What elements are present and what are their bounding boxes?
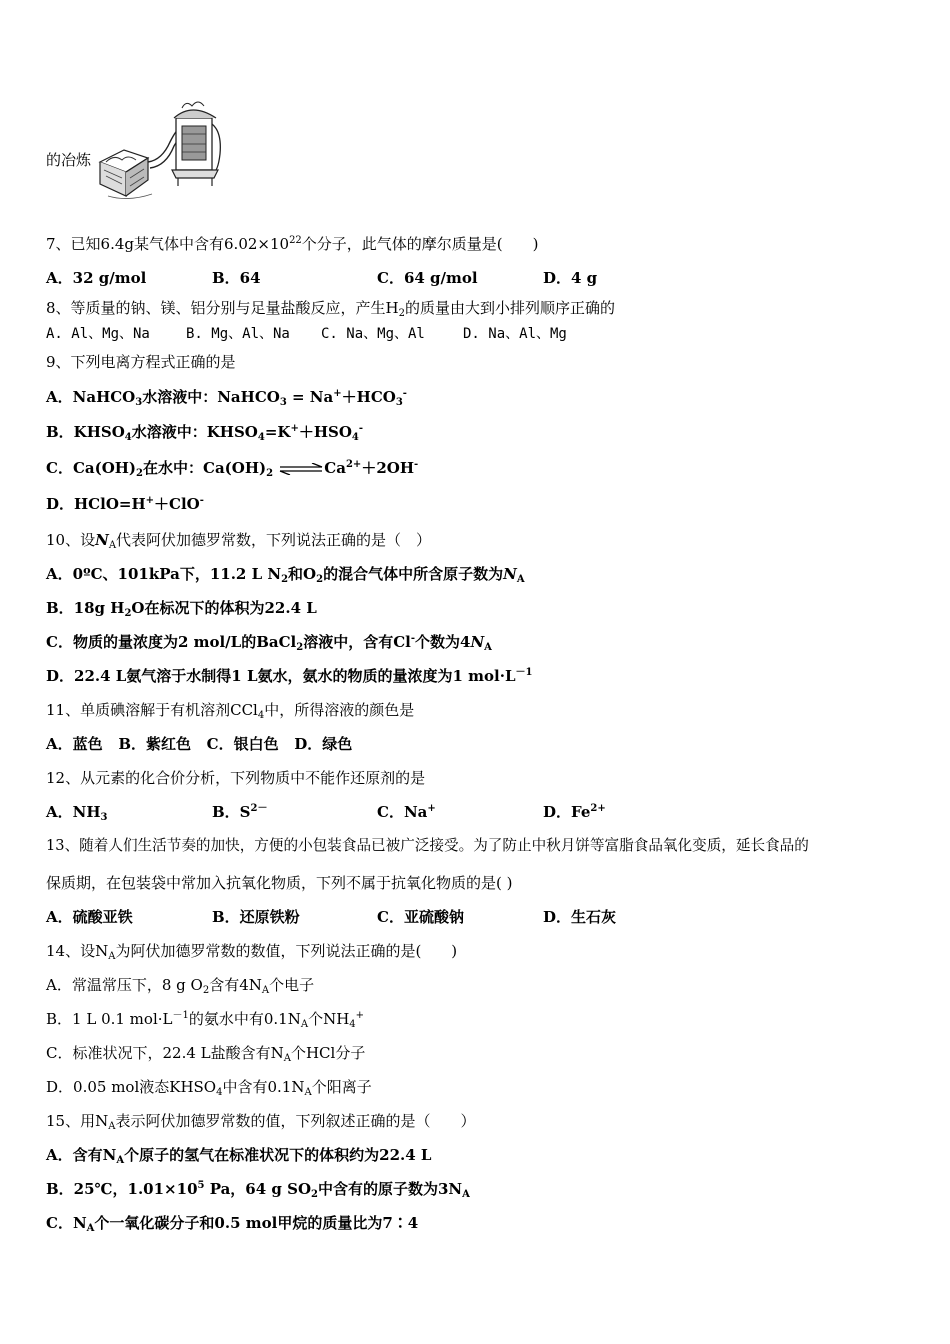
- text-fragment: A: [116, 1155, 125, 1166]
- text-fragment: +: [290, 423, 299, 434]
- text-fragment: D．Fe: [543, 803, 591, 821]
- q8-option-b: B. Mg、Al、Na: [186, 326, 290, 342]
- question-10-stem: [46, 530, 431, 550]
- text-fragment: A．含有N: [46, 1146, 117, 1164]
- question-15-stem: [46, 1111, 475, 1131]
- text-fragment: C．N: [46, 1214, 87, 1232]
- question-7-stem: [46, 234, 539, 254]
- text-fragment: Ca: [324, 459, 346, 477]
- text-fragment: 个阳离子: [311, 1078, 372, 1096]
- text-fragment: 4: [349, 1019, 356, 1030]
- text-fragment: 2: [266, 468, 274, 479]
- q14-option-c: [46, 1043, 365, 1063]
- text-fragment: 4: [257, 432, 265, 443]
- text-fragment: = Na: [286, 388, 334, 406]
- text-fragment: -: [402, 388, 407, 399]
- text-fragment: 2+: [345, 459, 362, 470]
- text-fragment: －1: [172, 1010, 189, 1021]
- text-fragment: A: [304, 1087, 312, 1098]
- text-fragment: 7、已知6.4g某气体中含有6.02×10: [46, 235, 290, 253]
- text-fragment: 3: [395, 397, 403, 408]
- text-fragment: ＋HCO: [341, 388, 396, 406]
- text-fragment: 个电子: [269, 976, 315, 994]
- text-fragment: 12、从元素的化合价分析，下列物质中不能作还原剂的是: [46, 769, 426, 787]
- q8-option-a: A. Al、Mg、Na: [46, 326, 150, 342]
- text-fragment: A: [86, 1223, 95, 1234]
- q11-option-a: A．蓝色: [46, 735, 103, 753]
- text-fragment: 2－: [250, 803, 268, 814]
- question-11-options: [46, 734, 352, 754]
- text-fragment: -: [410, 633, 415, 644]
- text-fragment: A．0ºC、101kPa下，11.2 L N: [46, 565, 282, 583]
- text-fragment: 2: [398, 308, 406, 319]
- text-fragment: 3: [279, 397, 287, 408]
- text-fragment: 个原子的氢气在标准状况下的体积约为22.4 L: [124, 1146, 432, 1164]
- text-fragment: B．KHSO: [46, 423, 125, 441]
- text-fragment: 2: [311, 1189, 318, 1200]
- q11-option-d: D．绿色: [294, 735, 353, 753]
- text-fragment: A: [108, 540, 117, 551]
- text-fragment: A．NH: [46, 803, 101, 821]
- text-fragment: B．25℃，1.01×10: [46, 1180, 198, 1198]
- q13-option-d: D．生石灰: [543, 908, 617, 926]
- text-fragment: 2+: [590, 803, 606, 814]
- text-fragment: 2: [316, 574, 324, 585]
- text-fragment: A: [108, 1121, 116, 1132]
- q7-option-d: D．4 g: [543, 269, 598, 287]
- text-fragment: +: [333, 388, 342, 399]
- q15-option-a: [46, 1145, 431, 1165]
- q10-option-b: [46, 598, 317, 618]
- q9-option-a: [46, 387, 407, 407]
- smelting-apparatus-illustration: [96, 100, 226, 202]
- text-fragment: 15、用N: [46, 1112, 109, 1130]
- q7-option-b: B．64: [212, 269, 261, 287]
- q9-option-d: [46, 494, 204, 514]
- question-11-stem: [46, 700, 414, 720]
- text-fragment: -: [199, 495, 204, 506]
- q12-option-d: [543, 802, 606, 822]
- text-fragment: 代表阿伏加德罗常数，下列说法正确的是（ ）: [116, 531, 432, 549]
- text-fragment: D．22.4 L氨气溶于水制得1 L氨水，氨水的物质的量浓度为1 mol·L: [46, 667, 516, 685]
- text-fragment: 22: [289, 235, 302, 246]
- text-fragment: O在标况下的体积为22.4 L: [131, 599, 317, 617]
- text-fragment: B．S: [212, 803, 251, 821]
- q10-option-a: [46, 564, 525, 584]
- q13-option-c: C．亚硫酸钠: [377, 908, 464, 926]
- q14-option-d: [46, 1077, 372, 1097]
- q8-option-d: D. Na、Al、Mg: [463, 326, 567, 342]
- text-fragment: A: [516, 574, 525, 585]
- text-fragment: 11、单质碘溶解于有机溶剂CCl: [46, 701, 258, 719]
- q12-option-b: [212, 802, 267, 822]
- text-fragment: +: [427, 803, 436, 814]
- text-fragment: 个一氧化碳分子和0.5 mol甲烷的质量比为7∶4: [94, 1214, 419, 1232]
- text-fragment: N: [95, 531, 109, 549]
- text-fragment: A: [484, 642, 492, 653]
- text-fragment: 水溶液中：NaHCO: [142, 388, 280, 406]
- text-fragment: 保质期，在包装袋中常加入抗氧化物质，下列不属于抗氧化物质的是( ): [46, 874, 513, 892]
- q12-option-a: [46, 802, 108, 822]
- text-fragment: C．标准状况下，22.4 L盐酸含有N: [46, 1044, 284, 1062]
- text-fragment: 为阿伏加德罗常数的数值，下列说法正确的是( ): [115, 942, 458, 960]
- q7-option-c: C．64 g/mol: [377, 269, 478, 287]
- q9-option-b: [46, 422, 363, 442]
- text-fragment: 的氨水中有0.1N: [188, 1010, 301, 1028]
- text-fragment: 和O: [288, 565, 317, 583]
- text-fragment: A: [462, 1189, 470, 1200]
- text-fragment: A: [108, 951, 116, 962]
- text-fragment: -: [358, 423, 364, 434]
- q13-option-b: B．还原铁粉: [212, 908, 300, 926]
- text-fragment: 9、下列电离方程式正确的是: [46, 353, 236, 371]
- text-fragment: 4: [257, 710, 265, 721]
- text-fragment: D．0.05 mol液态KHSO: [46, 1078, 217, 1096]
- text-fragment: 个数为4: [415, 633, 471, 651]
- text-fragment: C．Ca(OH): [46, 459, 137, 477]
- text-fragment: 在水中：Ca(OH): [143, 459, 267, 477]
- text-fragment: 的质量由大到小排列顺序正确的: [405, 299, 616, 317]
- text-fragment: 中含有的原子数为3N: [317, 1180, 463, 1198]
- text-fragment: 3: [100, 812, 108, 823]
- figure-caption: [46, 150, 91, 170]
- text-fragment: 个HCl分子: [290, 1044, 366, 1062]
- q15-option-b: [46, 1179, 470, 1199]
- question-14-stem: [46, 941, 457, 961]
- question-8-stem: [46, 298, 615, 318]
- text-fragment: B．1 L 0.1 mol·L: [46, 1010, 173, 1028]
- text-fragment: 溶液中，含有Cl: [303, 633, 411, 651]
- q11-option-c: C．银白色: [206, 735, 279, 753]
- text-fragment: B．18g H: [46, 599, 125, 617]
- text-fragment: A．常温常压下，8 g O: [46, 976, 203, 994]
- text-fragment: A: [261, 985, 270, 996]
- text-fragment: 14、设N: [46, 942, 109, 960]
- text-fragment: 中，所得溶液的颜色是: [264, 701, 415, 719]
- text-fragment: 4: [216, 1087, 223, 1098]
- question-12-stem: [46, 768, 425, 788]
- text-fragment: 2: [281, 574, 289, 585]
- q10-option-c: [46, 632, 492, 652]
- text-fragment: 8、等质量的钠、镁、铝分别与足量盐酸反应，产生H: [46, 299, 399, 317]
- text-fragment: 13、随着人们生活节奏的加快，方便的小包装食品已被广泛接受。为了防止中秋月饼等富脂食品氧化变质，延长食品的: [46, 837, 809, 854]
- text-fragment: A．NaHCO: [46, 388, 136, 406]
- caption-text: 的冶炼: [46, 151, 92, 169]
- text-fragment: A: [283, 1053, 291, 1064]
- text-fragment: 5: [197, 1180, 205, 1191]
- text-fragment: D．HClO=H: [46, 495, 146, 513]
- text-fragment: 表示阿伏加德罗常数的值，下列叙述正确的是（ ）: [115, 1112, 476, 1130]
- text-fragment: +: [145, 495, 155, 506]
- text-fragment: 含有4N: [209, 976, 262, 994]
- text-fragment: 水溶液中：KHSO: [131, 423, 258, 441]
- text-fragment: 3: [135, 397, 143, 408]
- text-fragment: 4: [351, 432, 359, 443]
- q15-option-c: [46, 1213, 418, 1233]
- text-fragment: 2: [136, 468, 143, 479]
- q8-option-c: C. Na、Mg、Al: [321, 326, 425, 342]
- text-fragment: +: [355, 1010, 365, 1021]
- text-fragment: 的混合气体中所含原子数为: [323, 565, 504, 583]
- q9-option-c: [46, 458, 418, 478]
- text-fragment: 中含有0.1N: [222, 1078, 305, 1096]
- question-9-stem: [46, 352, 236, 372]
- q7-option-a: A．32 g/mol: [46, 269, 147, 287]
- reversible-arrow-icon: [278, 463, 324, 475]
- text-fragment: 个NH: [308, 1010, 350, 1028]
- text-fragment: N: [470, 633, 485, 651]
- q12-option-c: [377, 802, 436, 822]
- text-fragment: 10、设: [46, 531, 96, 549]
- text-fragment: 2: [202, 985, 210, 996]
- q14-option-b: [46, 1009, 364, 1029]
- text-fragment: Pa，64 g SO: [204, 1180, 312, 1198]
- text-fragment: ＋2OH: [361, 459, 414, 477]
- text-fragment: －1: [515, 667, 533, 678]
- text-fragment: C．物质的量浓度为2 mol/L的BaCl: [46, 633, 297, 651]
- text-fragment: N: [503, 565, 517, 583]
- q11-option-b: B．紫红色: [118, 735, 191, 753]
- question-13-stem-line-2: [46, 873, 512, 893]
- text-fragment: =K: [264, 423, 291, 441]
- q10-option-d: [46, 666, 533, 686]
- text-fragment: 个分子，此气体的摩尔质量是( ): [301, 235, 539, 253]
- text-fragment: -: [414, 459, 419, 470]
- q14-option-a: [46, 975, 314, 995]
- text-fragment: C．Na: [377, 803, 428, 821]
- question-13-stem-line-1: [46, 836, 809, 856]
- text-fragment: ＋ClO: [154, 495, 200, 513]
- text-fragment: A: [300, 1019, 309, 1030]
- q13-option-a: A．硫酸亚铁: [46, 908, 133, 926]
- text-fragment: 2: [124, 608, 132, 619]
- text-fragment: 4: [124, 432, 132, 443]
- text-fragment: 2: [296, 642, 304, 653]
- text-fragment: ＋HSO: [298, 423, 352, 441]
